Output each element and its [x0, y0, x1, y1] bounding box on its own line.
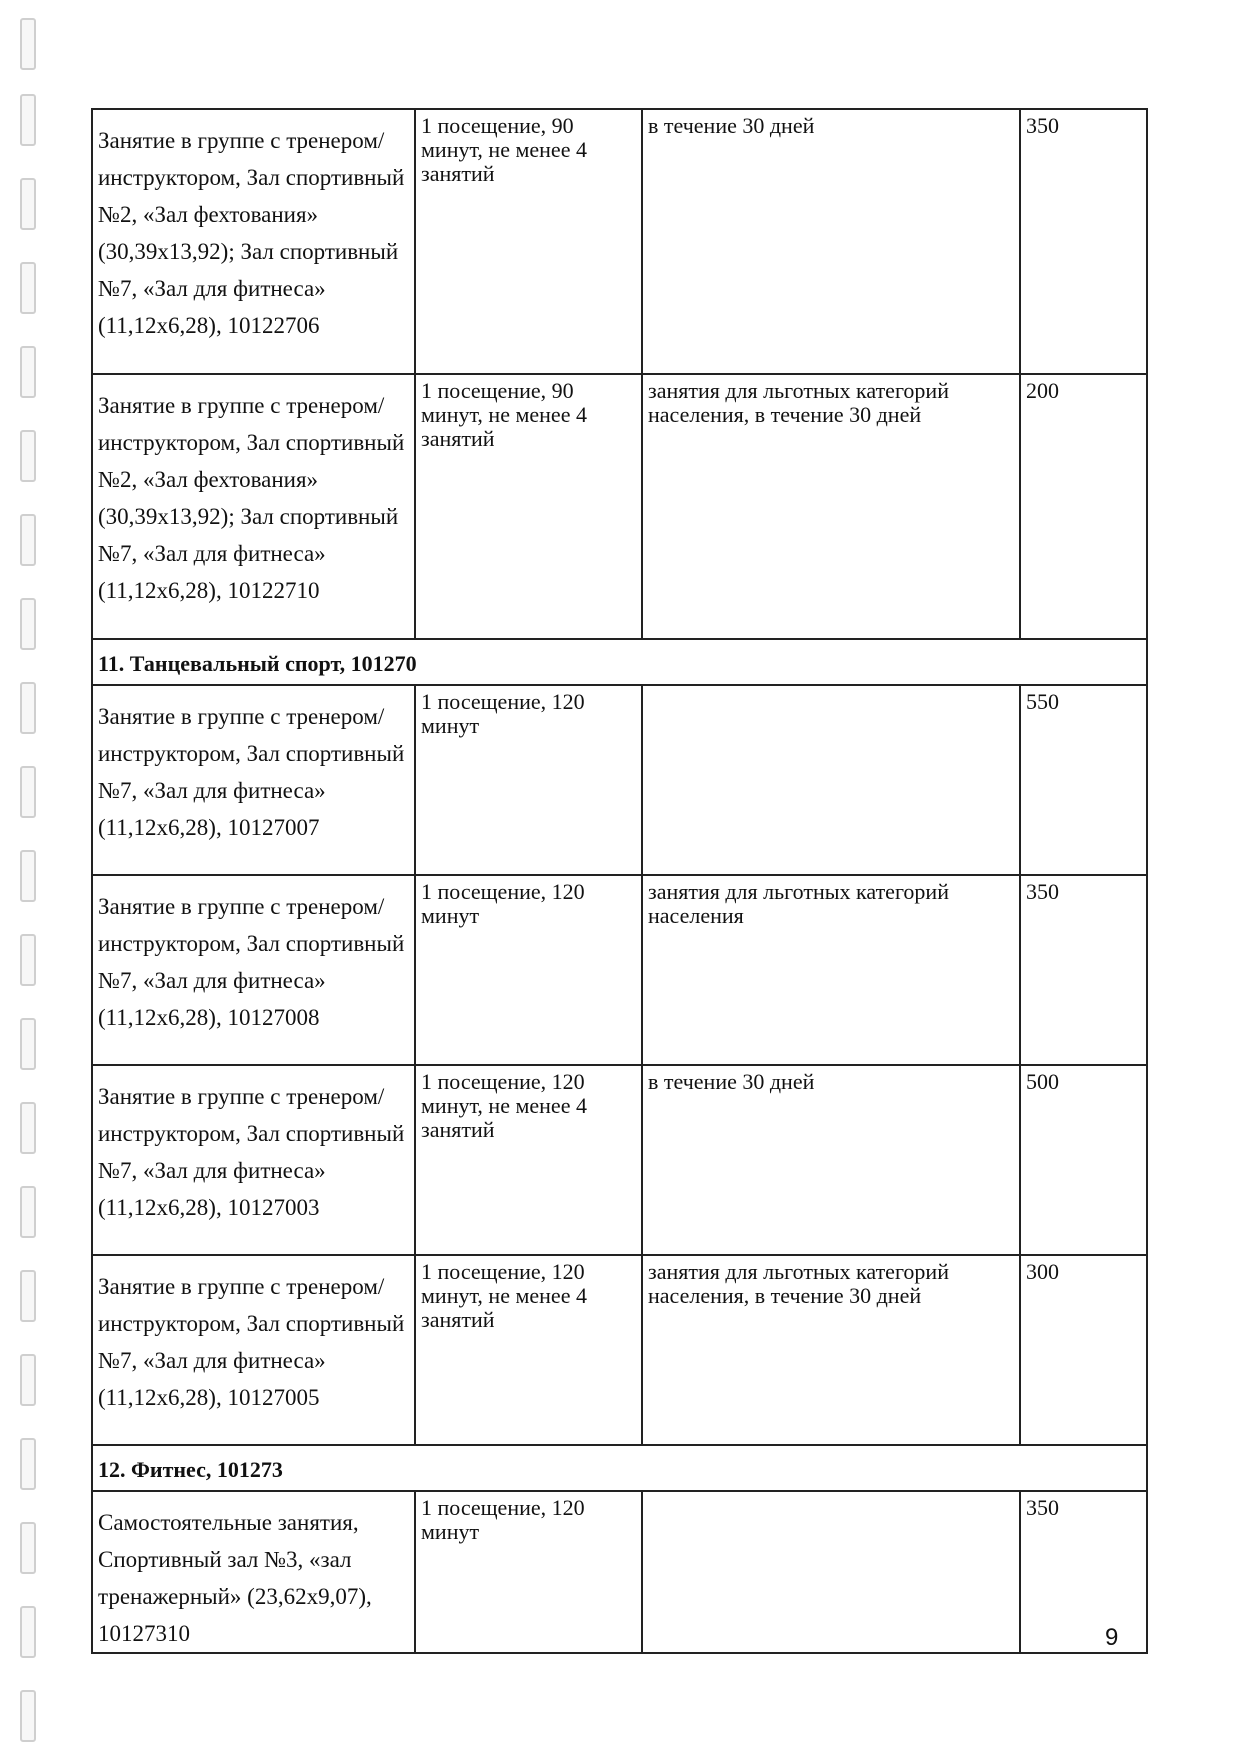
service-cell: Занятие в группе с тренером/инструктором, Зал спортивный №2, «Зал фехтования» (30,39х13,92); Зал спортивный №7, «Зал для фитнеса» (11,12х6,28), 10122706 — [92, 109, 415, 374]
binding-ring — [20, 934, 36, 986]
binding-ring — [20, 1354, 36, 1406]
binding-ring — [20, 1186, 36, 1238]
binding-ring — [20, 598, 36, 650]
binding-ring — [20, 514, 36, 566]
service-cell: Занятие в группе с тренером/инструктором, Зал спортивный №2, «Зал фехтования» (30,39х13,92); Зал спортивный №7, «Зал для фитнеса» (11,12х6,28), 10122710 — [92, 374, 415, 639]
service-cell: Занятие в группе с тренером/инструктором, Зал спортивный №7, «Зал для фитнеса» (11,12х6,28), 10127003 — [92, 1065, 415, 1255]
price-table — [91, 108, 1148, 1654]
section-row — [92, 639, 1147, 685]
binding-ring — [20, 18, 36, 70]
note-cell: занятия для льготных категорий населения, в течение 30 дней — [642, 1255, 1020, 1445]
visits-cell: 1 посещение, 90 минут, не менее 4 занятий — [415, 109, 642, 374]
table-row — [92, 685, 1147, 875]
binding-rings — [14, 0, 42, 1754]
price-cell: 550 — [1020, 685, 1147, 875]
binding-ring — [20, 850, 36, 902]
binding-ring — [20, 94, 36, 146]
section-title: 12. Фитнес, 101273 — [92, 1445, 1147, 1491]
section-title: 11. Танцевальный спорт, 101270 — [92, 639, 1147, 685]
table-row — [92, 1065, 1147, 1255]
price-cell: 200 — [1020, 374, 1147, 639]
section-row — [92, 1445, 1147, 1491]
binding-ring — [20, 766, 36, 818]
note-cell: в течение 30 дней — [642, 109, 1020, 374]
binding-ring — [20, 346, 36, 398]
price-cell: 500 — [1020, 1065, 1147, 1255]
binding-ring — [20, 1690, 36, 1742]
visits-cell: 1 посещение, 120 минут, не менее 4 занятий — [415, 1255, 642, 1445]
service-cell: Занятие в группе с тренером/инструктором, Зал спортивный №7, «Зал для фитнеса» (11,12х6,28), 10127005 — [92, 1255, 415, 1445]
price-cell: 350 — [1020, 875, 1147, 1065]
service-cell: Занятие в группе с тренером/инструктором, Зал спортивный №7, «Зал для фитнеса» (11,12х6,28), 10127007 — [92, 685, 415, 875]
price-cell: 350 — [1020, 1491, 1147, 1653]
table-row — [92, 1255, 1147, 1445]
binding-ring — [20, 1438, 36, 1490]
binding-ring — [20, 1018, 36, 1070]
visits-cell: 1 посещение, 120 минут, не менее 4 занятий — [415, 1065, 642, 1255]
table-row — [92, 374, 1147, 639]
visits-cell: 1 посещение, 120 минут — [415, 685, 642, 875]
visits-cell: 1 посещение, 120 минут — [415, 1491, 642, 1653]
binding-ring — [20, 1102, 36, 1154]
table-row — [92, 109, 1147, 374]
binding-ring — [20, 682, 36, 734]
visits-cell: 1 посещение, 90 минут, не менее 4 занятий — [415, 374, 642, 639]
note-cell: в течение 30 дней — [642, 1065, 1020, 1255]
note-cell — [642, 1491, 1020, 1653]
binding-ring — [20, 1606, 36, 1658]
service-cell: Занятие в группе с тренером/инструктором, Зал спортивный №7, «Зал для фитнеса» (11,12х6,28), 10127008 — [92, 875, 415, 1065]
binding-ring — [20, 262, 36, 314]
table-row — [92, 1491, 1147, 1653]
note-cell — [642, 685, 1020, 875]
binding-ring — [20, 1522, 36, 1574]
binding-ring — [20, 178, 36, 230]
binding-ring — [20, 1270, 36, 1322]
page-number: 9 — [1105, 1624, 1119, 1651]
binding-ring — [20, 430, 36, 482]
note-cell: занятия для льготных категорий населения — [642, 875, 1020, 1065]
price-cell: 300 — [1020, 1255, 1147, 1445]
note-cell: занятия для льготных категорий населения, в течение 30 дней — [642, 374, 1020, 639]
visits-cell: 1 посещение, 120 минут — [415, 875, 642, 1065]
table-row — [92, 875, 1147, 1065]
service-cell: Самостоятельные занятия, Спортивный зал №3, «зал тренажерный» (23,62х9,07), 10127310 — [92, 1491, 415, 1653]
price-cell: 350 — [1020, 109, 1147, 374]
